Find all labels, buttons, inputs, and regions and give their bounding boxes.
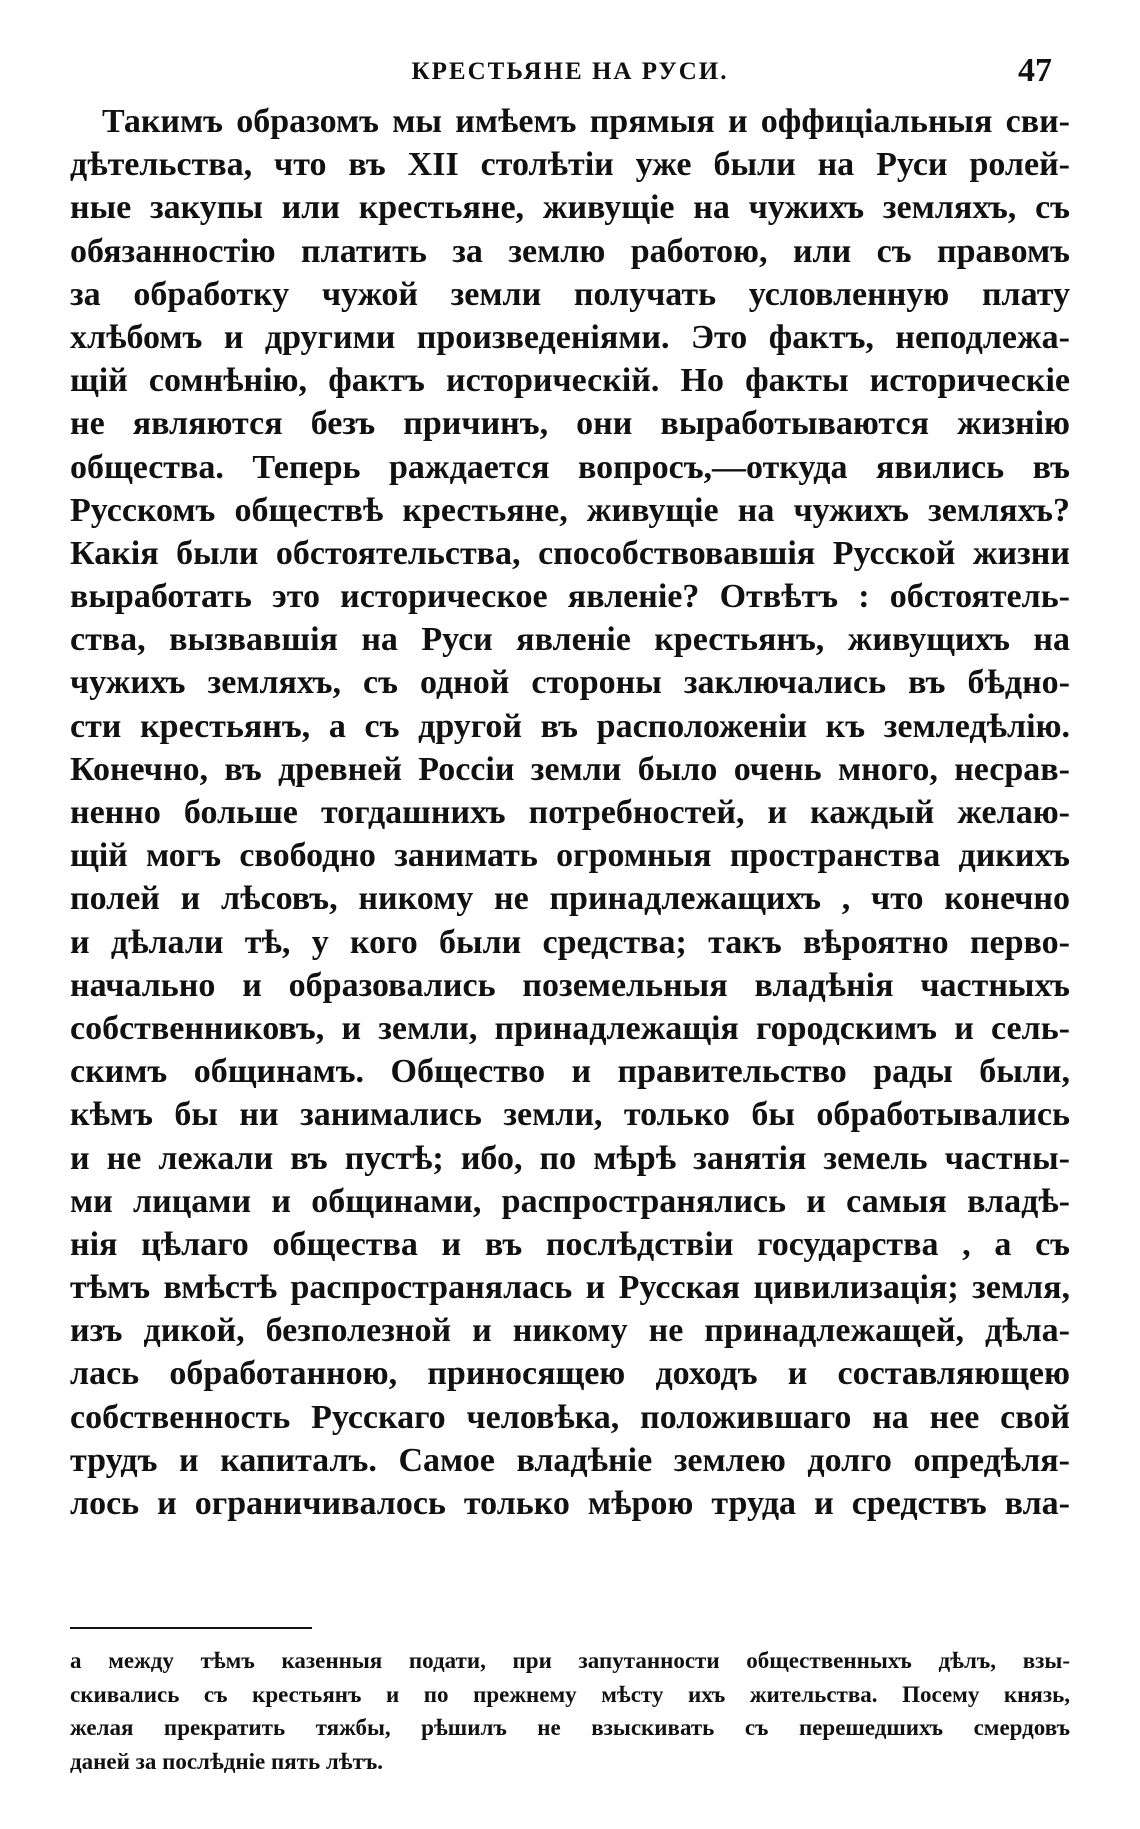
footnote-line: даней за послѣдніе пять лѣтъ. [70, 1748, 384, 1774]
text-line: нія цѣлаго общества и въ послѣдствіи государства , а съ [70, 1225, 1070, 1263]
text-line: Русскомъ обществѣ крестьяне, живущіе на чужихъ земляхъ? [70, 491, 1070, 529]
text-line: не являются безъ причинъ, они выработываются жизнію [70, 405, 1070, 443]
text-line: лось и ограничивалось только мѣрою труда и средствъ вла- [70, 1485, 1070, 1522]
text-line: трудъ и капиталъ. Самое владѣніе землею долго опредѣля- [70, 1441, 1070, 1479]
text-line: выработать это историческое явленіе? Отвѣтъ : обстоятель- [70, 578, 1070, 616]
text-line: и дѣлали тѣ, у кого были средства; такъ вѣроятно перво- [70, 923, 1070, 961]
text-line: лась обработанною, приносящею доходъ и составляющею [70, 1355, 1070, 1393]
text-line: изъ дикой, безполезной и никому не принадлежащей, дѣла- [70, 1312, 1070, 1350]
text-line: и не лежали въ пустѣ; ибо, по мѣрѣ занятія земель частны- [70, 1139, 1070, 1177]
text-line: чужихъ земляхъ, съ одной стороны заключались въ бѣдно- [70, 664, 1070, 702]
text-line: дѣтельства, что въ XII столѣтіи уже были на Руси ролей- [70, 146, 1070, 184]
running-title: КРЕСТЬЯНЕ НА РУСИ. [411, 58, 729, 85]
text-line: Такимъ образомъ мы имѣемъ прямыя и оффиціальныя сви- [102, 103, 1070, 140]
text-line: ства, вызвавшія на Руси явленіе крестьянъ, живущихъ на [70, 621, 1070, 659]
text-line: хлѣбомъ и другими произведеніями. Это фактъ, неподлежа- [70, 318, 1070, 356]
text-line: собственность Русскаго человѣка, положившаго на нее свой [70, 1398, 1070, 1436]
text-line: общества. Теперь раждается вопросъ,—откуда явились въ [70, 448, 1070, 486]
text-line: за обработку чужой земли получать условленную плату [70, 275, 1070, 313]
footnote-rule [70, 1627, 312, 1629]
footnote-line: желая прекратить тяжбы, рѣшилъ не взыскивать съ перешедшихъ смердовъ [70, 1715, 1070, 1740]
text-line: полей и лѣсовъ, никому не принадлежащихъ , что конечно [70, 880, 1070, 918]
text-line: щій сомнѣнію, фактъ историческій. Но факты историческіе [70, 362, 1070, 400]
footnote [70, 1644, 1070, 1778]
text-line: ные закупы или крестьяне, живущіе на чужихъ земляхъ, съ [70, 189, 1070, 227]
page-number: 47 [1018, 52, 1052, 89]
text-line: Какія были обстоятельства, способствовавшія Русской жизни [70, 534, 1070, 572]
text-line: тѣмъ вмѣстѣ распространялась и Русская цивилизація; земля, [70, 1269, 1070, 1307]
text-line: сти крестьянъ, а съ другой въ расположеніи къ земледѣлію. [70, 707, 1070, 745]
footnote-line: скивались съ крестьянъ и по прежнему мѣсту ихъ жительства. Посему князь, [70, 1681, 1070, 1707]
text-line: ненно больше тогдашнихъ потребностей, и каждый желаю- [70, 794, 1070, 831]
text-line: кѣмъ бы ни занимались земли, только бы обработывались [70, 1096, 1070, 1134]
running-head [70, 52, 1070, 92]
text-line: ми лицами и общинами, распространялись и самыя владѣ- [70, 1182, 1070, 1220]
body-text [70, 100, 1070, 1525]
text-line: скимъ общинамъ. Общество и правительство рады были, [70, 1053, 1070, 1091]
text-line: щій могъ свободно занимать огромныя пространства дикихъ [70, 837, 1070, 875]
text-line: начально и образовались поземельныя владѣнія частныхъ [70, 966, 1070, 1004]
text-line: Конечно, въ древней Россіи земли было очень много, несрав- [70, 750, 1070, 788]
text-line: собственниковъ, и земли, принадлежащія городскимъ и сель- [70, 1009, 1070, 1047]
text-line: обязанностію платить за землю работою, или съ правомъ [70, 232, 1070, 270]
footnote-line: а между тѣмъ казенныя подати, при запутанности общественныхъ дѣлъ, взы- [70, 1648, 1070, 1673]
book-page [70, 0, 1070, 1829]
